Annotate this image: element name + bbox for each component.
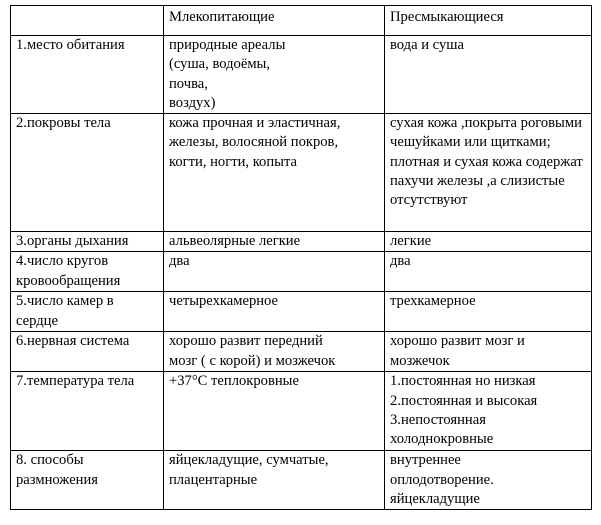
reptiles-cell: хорошо развит мозг и мозжечок (385, 332, 592, 372)
feature-cell: 2.покровы тела (11, 114, 164, 232)
header-cell-feature (11, 6, 164, 36)
mammals-cell: хорошо развит передний мозг ( с корой) и мозжечок (164, 332, 385, 372)
mammals-cell: яйцекладущие, сумчатые, плацентарные (164, 451, 385, 510)
header-cell-reptiles: Пресмыкающиеся (385, 6, 592, 36)
table-row (11, 372, 592, 451)
reptiles-cell: два (385, 252, 592, 292)
reptiles-cell: 1.постоянная но низкая 2.постоянная и высокая 3.непостоянная холоднокровные (385, 372, 592, 451)
comparison-table (10, 5, 592, 510)
feature-cell: 1.место обитания (11, 36, 164, 114)
mammals-cell: два (164, 252, 385, 292)
table-row (11, 451, 592, 510)
mammals-cell: альвеолярные легкие (164, 232, 385, 252)
reptiles-cell: внутреннее оплодотворение. яйцекладущие (385, 451, 592, 510)
reptiles-cell: трехкамерное (385, 292, 592, 332)
reptiles-cell: легкие (385, 232, 592, 252)
table-row (11, 292, 592, 332)
reptiles-cell: вода и суша (385, 36, 592, 114)
feature-cell: 3.органы дыхания (11, 232, 164, 252)
mammals-cell: кожа прочная и эластичная, железы, волосяной покров, когти, ногти, копыта (164, 114, 385, 232)
mammals-cell: +37°С теплокровные (164, 372, 385, 451)
feature-cell: 6.нервная система (11, 332, 164, 372)
table-row (11, 114, 592, 232)
table-row (11, 36, 592, 114)
table-header-row (11, 6, 592, 36)
feature-cell: 7.температура тела (11, 372, 164, 451)
mammals-cell: природные ареалы (суша, водоёмы, почва, воздух) (164, 36, 385, 114)
reptiles-cell: сухая кожа ,покрыта роговыми чешуйками или щитками; плотная и сухая кожа содержат пахучи железы ,а слизистые отсутствуют (385, 114, 592, 232)
table-row (11, 232, 592, 252)
feature-cell: 8. способы размножения (11, 451, 164, 510)
feature-cell: 5.число камер в сердце (11, 292, 164, 332)
mammals-cell: четырехкамерное (164, 292, 385, 332)
table-row (11, 252, 592, 292)
table-row (11, 332, 592, 372)
feature-cell: 4.число кругов кровообращения (11, 252, 164, 292)
header-cell-mammals: Млекопитающие (164, 6, 385, 36)
